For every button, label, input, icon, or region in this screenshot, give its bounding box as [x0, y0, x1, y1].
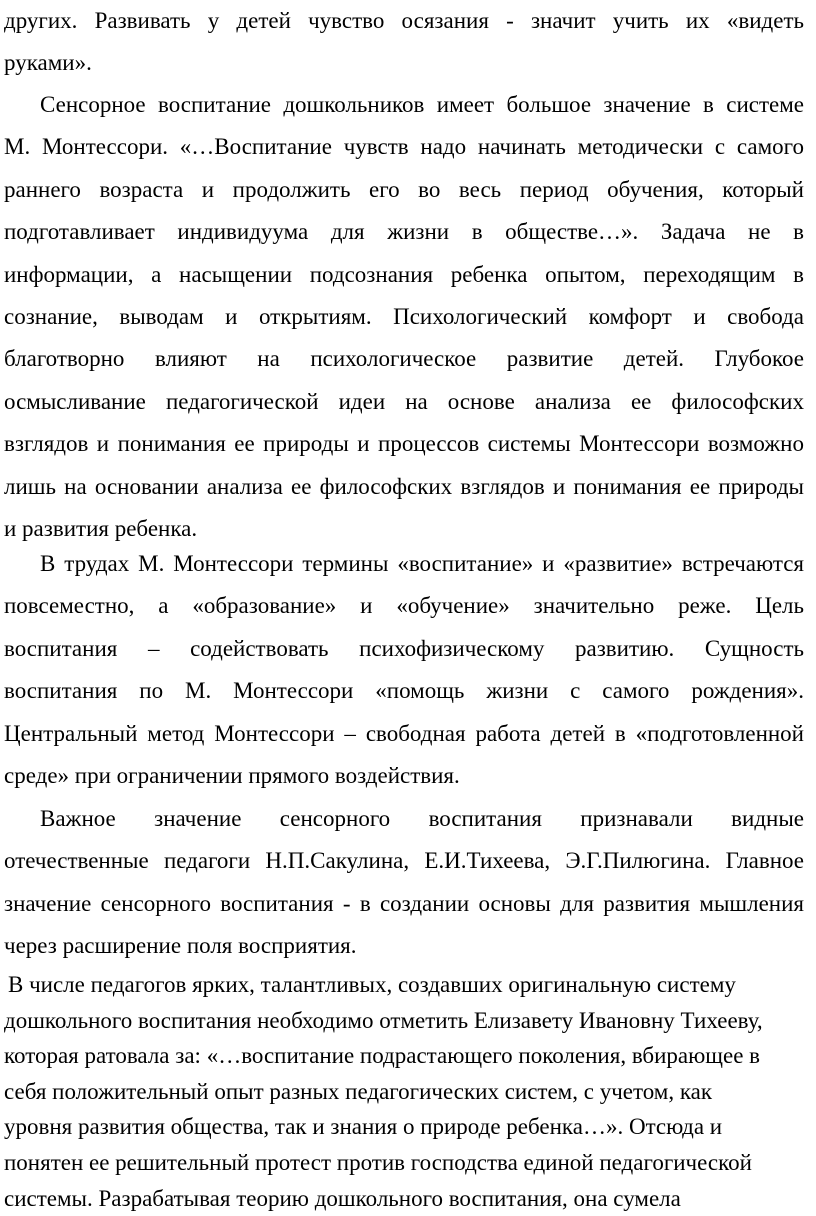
text-line: других. Развивать у детей чувство осязания - значит учить их «видеть — [4, 8, 804, 33]
text-line: понятен ее решительный протест против господства единой педагогической — [4, 1149, 752, 1175]
text-line: которая ратовала за: «…воспитание подрастающего поколения, вбирающее в — [4, 1043, 761, 1069]
text-line: себя положительный опыт разных педагогических систем, с учетом, как — [4, 1078, 713, 1104]
text-line: воспитания по М. Монтессори «помощь жизни с самого рождения». — [4, 678, 804, 704]
text-line: значение сенсорного воспитания - в создании основы для развития мышления — [4, 890, 804, 916]
text-line: воспитания – содействовать психофизическому развитию. Сущность — [4, 635, 804, 661]
text-line: Центральный метод Монтессори – свободная работа детей в «подготовленной — [4, 720, 804, 746]
text-line: среде» при ограничении прямого воздействия. — [4, 762, 460, 788]
text-line: благотворно влияют на психологическое развитие детей. Глубокое — [4, 346, 804, 372]
text-line: сознание, выводам и открытиям. Психологический комфорт и свобода — [4, 303, 804, 329]
paragraph-4 — [0, 798, 816, 968]
text-line: осмысливание педагогической идеи на основе анализа ее философских — [4, 388, 804, 414]
text-line: подготавливает индивидуума для жизни в обществе…». Задача не в — [4, 219, 804, 245]
text-line: руками». — [4, 50, 92, 76]
text-line: и развития ребенка. — [4, 515, 198, 541]
text-line: Важное значение сенсорного воспитания признавали видные — [40, 806, 804, 831]
text-line: лишь на основании анализа ее философских взглядов и понимания ее природы — [4, 473, 804, 499]
text-line: В трудах М. Монтессори термины «воспитание» и «развитие» встречаются — [40, 551, 804, 576]
text-line: Сенсорное воспитание дошкольников имеет большое значение в системе — [40, 92, 804, 117]
text-line: отечественные педагоги Н.П.Сакулина, Е.И.Тихеева, Э.Г.Пилюгина. Главное — [4, 848, 804, 874]
text-line: дошкольного воспитания необходимо отметить Елизавету Ивановну Тихееву, — [4, 1007, 763, 1033]
text-line: В числе педагогов ярких, талантливых, создавших оригинальную систему — [8, 972, 736, 997]
text-line: повсеместно, а «образование» и «обучение» значительно реже. Цель — [4, 593, 804, 619]
paragraph-1 — [0, 0, 816, 85]
text-line: взглядов и понимания ее природы и процессов системы Монтессори возможно — [4, 431, 804, 457]
text-line: уровня развития общества, так и знания о природе ребенка…». Отсюда и — [4, 1114, 723, 1140]
text-line: системы. Разрабатывая теорию дошкольного воспитания, она сумела — [4, 1185, 681, 1211]
paragraph-2 — [0, 84, 816, 550]
text-line: через расширение поля восприятия. — [4, 933, 357, 959]
text-line: информации, а насыщении подсознания ребенка опытом, переходящим в — [4, 261, 804, 287]
text-line: раннего возраста и продолжить его во весь период обучения, который — [4, 176, 804, 202]
text-line: М. Монтессори. «…Воспитание чувств надо начинать методически с самого — [4, 134, 804, 160]
paragraph-3 — [0, 543, 816, 797]
paragraph-5 — [0, 967, 816, 1216]
